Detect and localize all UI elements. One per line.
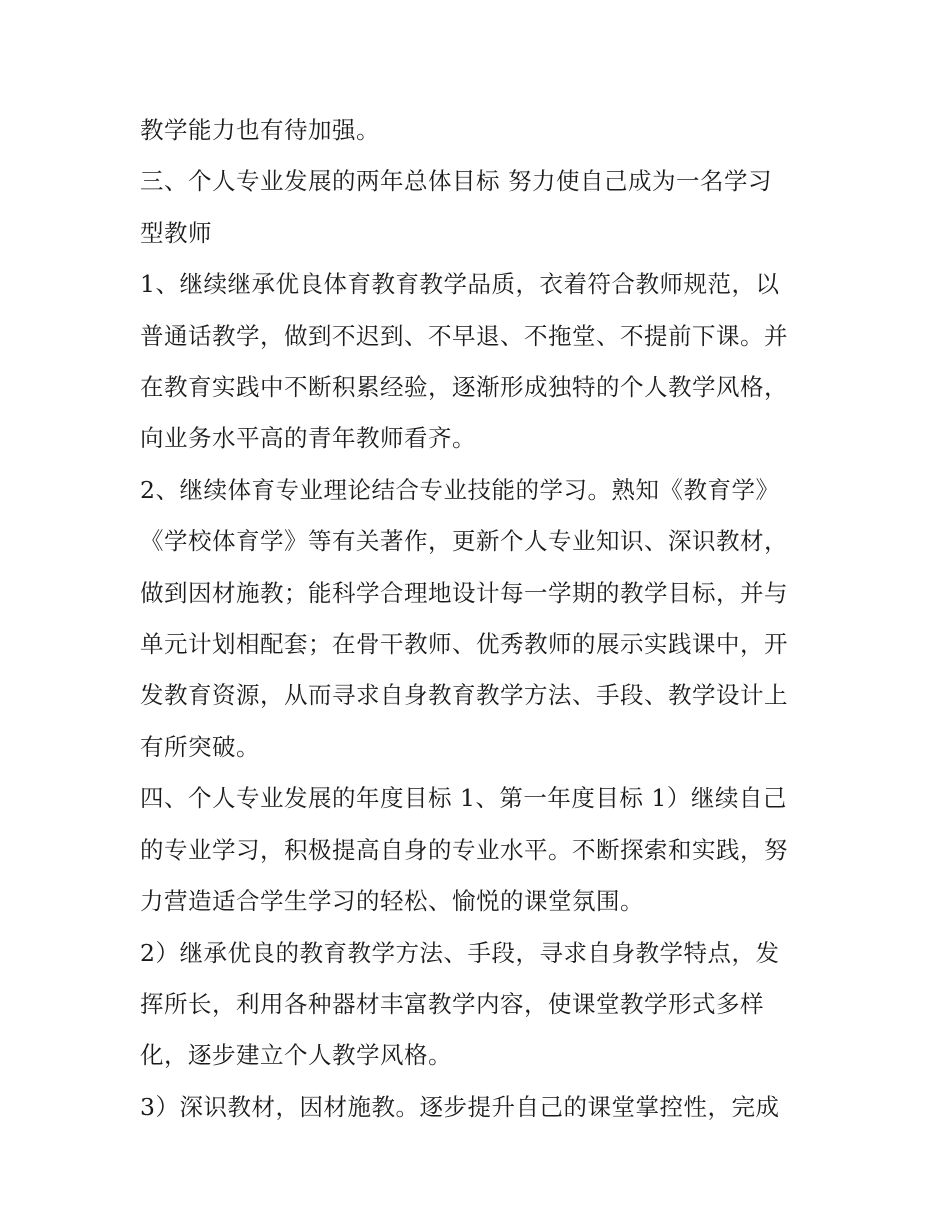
text-line: 挥所长，利用各种器材丰富教学内容，使课堂教学形式多样 — [140, 989, 764, 1018]
text-line: 2）继承优良的教育教学方法、手段，寻求自身教学特点，发 — [140, 938, 780, 967]
text-line: 三、个人专业发展的两年总体目标 努力使自己成为一名学习 — [140, 167, 772, 196]
document-body — [140, 105, 820, 1133]
text-line: 3）深识教材，因材施教。逐步提升自己的课堂掌控性，完成 — [140, 1092, 780, 1121]
text-line: 的专业学习，积极提高自身的专业水平。不断探索和实践，努 — [140, 835, 788, 864]
text-line: 教学能力也有待加强。 — [140, 116, 380, 144]
text-line: 《学校体育学》等有关著作，更新个人专业知识、深识教材， — [140, 527, 788, 556]
text-line: 发教育资源，从而寻求自身教育教学方法、手段、教学设计上 — [140, 681, 788, 710]
paragraph-goal-3 — [140, 1082, 820, 1133]
text-line: 在教育实践中不断积累经验，逐渐形成独特的个人教学风格， — [140, 373, 788, 402]
text-line: 1、继续继承优良体育教育教学品质，衣着符合教师规范，以 — [140, 270, 780, 299]
paragraph-item-1 — [140, 259, 820, 465]
text-line: 力营造适合学生学习的轻松、愉悦的课堂氛围。 — [140, 887, 644, 916]
text-line: 普通话教学，做到不迟到、不早退、不拖堂、不提前下课。并 — [140, 321, 788, 350]
text-line: 型教师 — [140, 218, 212, 247]
text-line: 单元计划相配套；在骨干教师、优秀教师的展示实践课中，开 — [140, 630, 788, 659]
text-line: 做到因材施教；能科学合理地设计每一学期的教学目标，并与 — [140, 578, 788, 607]
paragraph-section-three-heading — [140, 156, 820, 259]
text-line: 向业务水平高的青年教师看齐。 — [140, 424, 476, 453]
text-line: 2、继续体育专业理论结合专业技能的学习。熟知《教育学》 — [140, 475, 780, 504]
text-line: 化，逐步建立个人教学风格。 — [140, 1041, 452, 1070]
paragraph-item-2 — [140, 465, 820, 773]
text-line: 有所突破。 — [140, 732, 260, 761]
text-line: 四、个人专业发展的年度目标 1、第一年度目标 1）继续自己 — [140, 784, 787, 813]
paragraph-goal-2 — [140, 928, 820, 1082]
paragraph-section-four-heading — [140, 773, 820, 927]
paragraph-continuation — [140, 105, 820, 156]
